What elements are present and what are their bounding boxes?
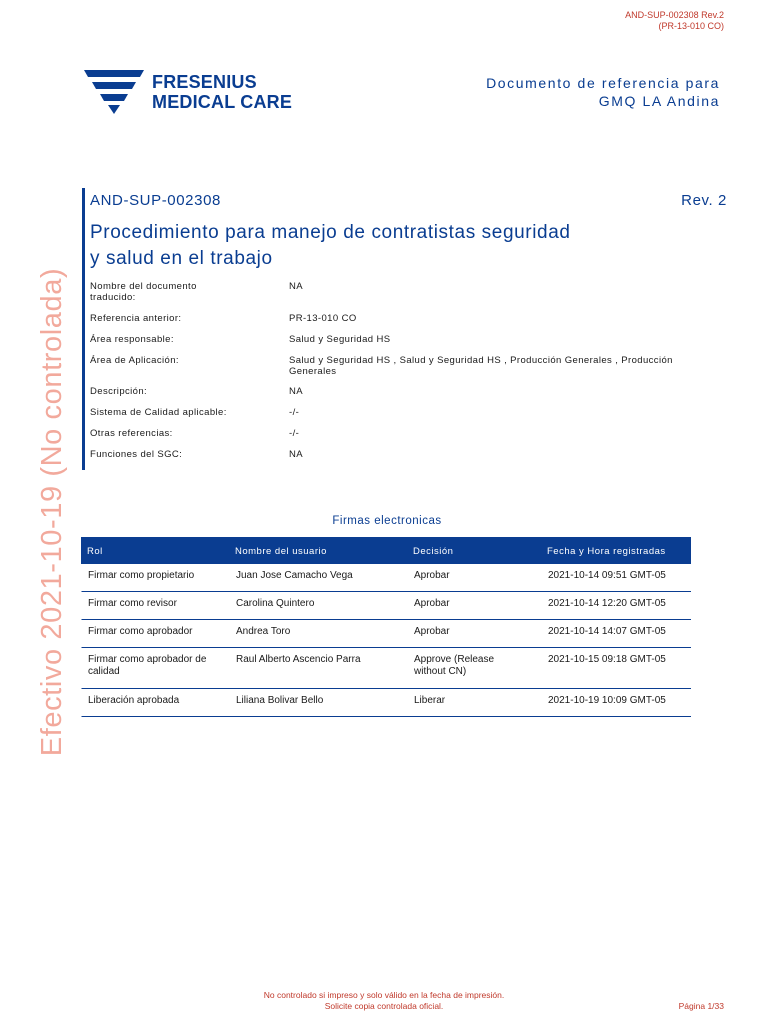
cell-datetime: 2021-10-14 14:07 GMT-05	[548, 626, 666, 637]
meta-value: -/-	[289, 407, 300, 418]
cell-datetime: 2021-10-14 09:51 GMT-05	[548, 570, 666, 581]
cell-user: Andrea Toro	[236, 626, 291, 637]
logo-line1: FRESENIUS	[152, 72, 257, 92]
meta-label: Funciones del SGC:	[90, 449, 183, 460]
doc-ref-line2: GMQ LA Andina	[598, 93, 720, 109]
meta-value: PR-13-010 CO	[289, 313, 357, 324]
effective-date-watermark: Efectivo 2021-10-19 (No controlada)	[36, 267, 68, 757]
cell-role: Firmar como propietario	[88, 570, 195, 581]
meta-value: NA	[289, 281, 303, 292]
cell-datetime: 2021-10-19 10:09 GMT-05	[548, 695, 666, 706]
cell-user: Carolina Quintero	[236, 598, 315, 609]
meta-label: Área responsable:	[90, 334, 174, 345]
cell-decision: Approve (Release without CN)	[414, 654, 495, 677]
cell-role: Firmar como aprobador de calidad	[88, 654, 207, 677]
fresenius-logo-icon	[84, 70, 144, 114]
cell-decision: Liberar	[414, 695, 446, 706]
meta-label: Sistema de Calidad aplicable:	[90, 407, 227, 418]
document-revision: Rev. 2	[681, 192, 727, 209]
doc-ref-line1: Documento de referencia para	[486, 75, 720, 91]
page-number: Página 1/33	[678, 1001, 724, 1011]
cell-datetime: 2021-10-14 12:20 GMT-05	[548, 598, 666, 609]
cell-role: Firmar como revisor	[88, 598, 177, 609]
corner-ref-line1: AND-SUP-002308 Rev.2	[625, 10, 724, 20]
table-row	[81, 620, 691, 648]
title-line1: Procedimiento para manejo de contratistas seguridad	[90, 222, 571, 243]
logo-line2: MEDICAL CARE	[152, 92, 293, 112]
cell-decision: Aprobar	[414, 598, 450, 609]
column-header-user: Nombre del usuario	[235, 546, 327, 557]
meta-value: -/-	[289, 428, 300, 439]
document-title	[90, 220, 690, 272]
cell-datetime: 2021-10-15 09:18 GMT-05	[548, 654, 666, 665]
meta-label: Otras referencias:	[90, 428, 173, 439]
cell-decision: Aprobar	[414, 570, 450, 581]
cell-role: Liberación aprobada	[88, 695, 180, 706]
meta-value: NA	[289, 386, 303, 397]
signatures-table	[81, 537, 691, 717]
table-row	[81, 564, 691, 592]
column-header-datetime: Fecha y Hora registradas	[547, 546, 666, 557]
meta-value: NA	[289, 449, 303, 460]
cell-user: Liliana Bolivar Bello	[236, 695, 324, 706]
corner-reference	[625, 10, 724, 32]
table-row	[81, 648, 691, 689]
meta-value: Salud y Seguridad HS , Salud y Seguridad HS , Producción Generales , Producción Generales	[289, 355, 673, 377]
title-line2: y salud en el trabajo	[90, 248, 273, 269]
cell-user: Raul Alberto Ascencio Parra	[236, 654, 361, 665]
cell-role: Firmar como aprobador	[88, 626, 193, 637]
table-row	[81, 689, 691, 717]
reference-document-heading	[486, 74, 720, 110]
signatures-title: Firmas electronicas	[332, 515, 442, 527]
footer-note-line2: Solicite copia controlada oficial.	[324, 1001, 444, 1011]
table-header	[81, 537, 691, 564]
meta-label: Descripción:	[90, 386, 148, 397]
document-metadata	[82, 188, 727, 470]
corner-ref-line2: (PR-13-010 CO)	[658, 21, 724, 31]
footer-note-line1: No controlado si impreso y solo válido en la fecha de impresión.	[263, 990, 505, 1000]
meta-label: Nombre del documento traducido:	[90, 281, 197, 303]
cell-decision: Aprobar	[414, 626, 450, 637]
column-header-role: Rol	[87, 546, 103, 557]
table-row	[81, 592, 691, 620]
company-logo	[84, 68, 314, 116]
meta-label: Referencia anterior:	[90, 313, 182, 324]
meta-value: Salud y Seguridad HS	[289, 334, 391, 345]
footer-disclaimer	[0, 990, 768, 1012]
meta-label: Área de Aplicación:	[90, 355, 179, 366]
logo-wordmark	[152, 72, 292, 112]
document-id: AND-SUP-002308	[90, 192, 221, 209]
column-header-decision: Decisión	[413, 546, 454, 557]
cell-user: Juan Jose Camacho Vega	[236, 570, 353, 581]
